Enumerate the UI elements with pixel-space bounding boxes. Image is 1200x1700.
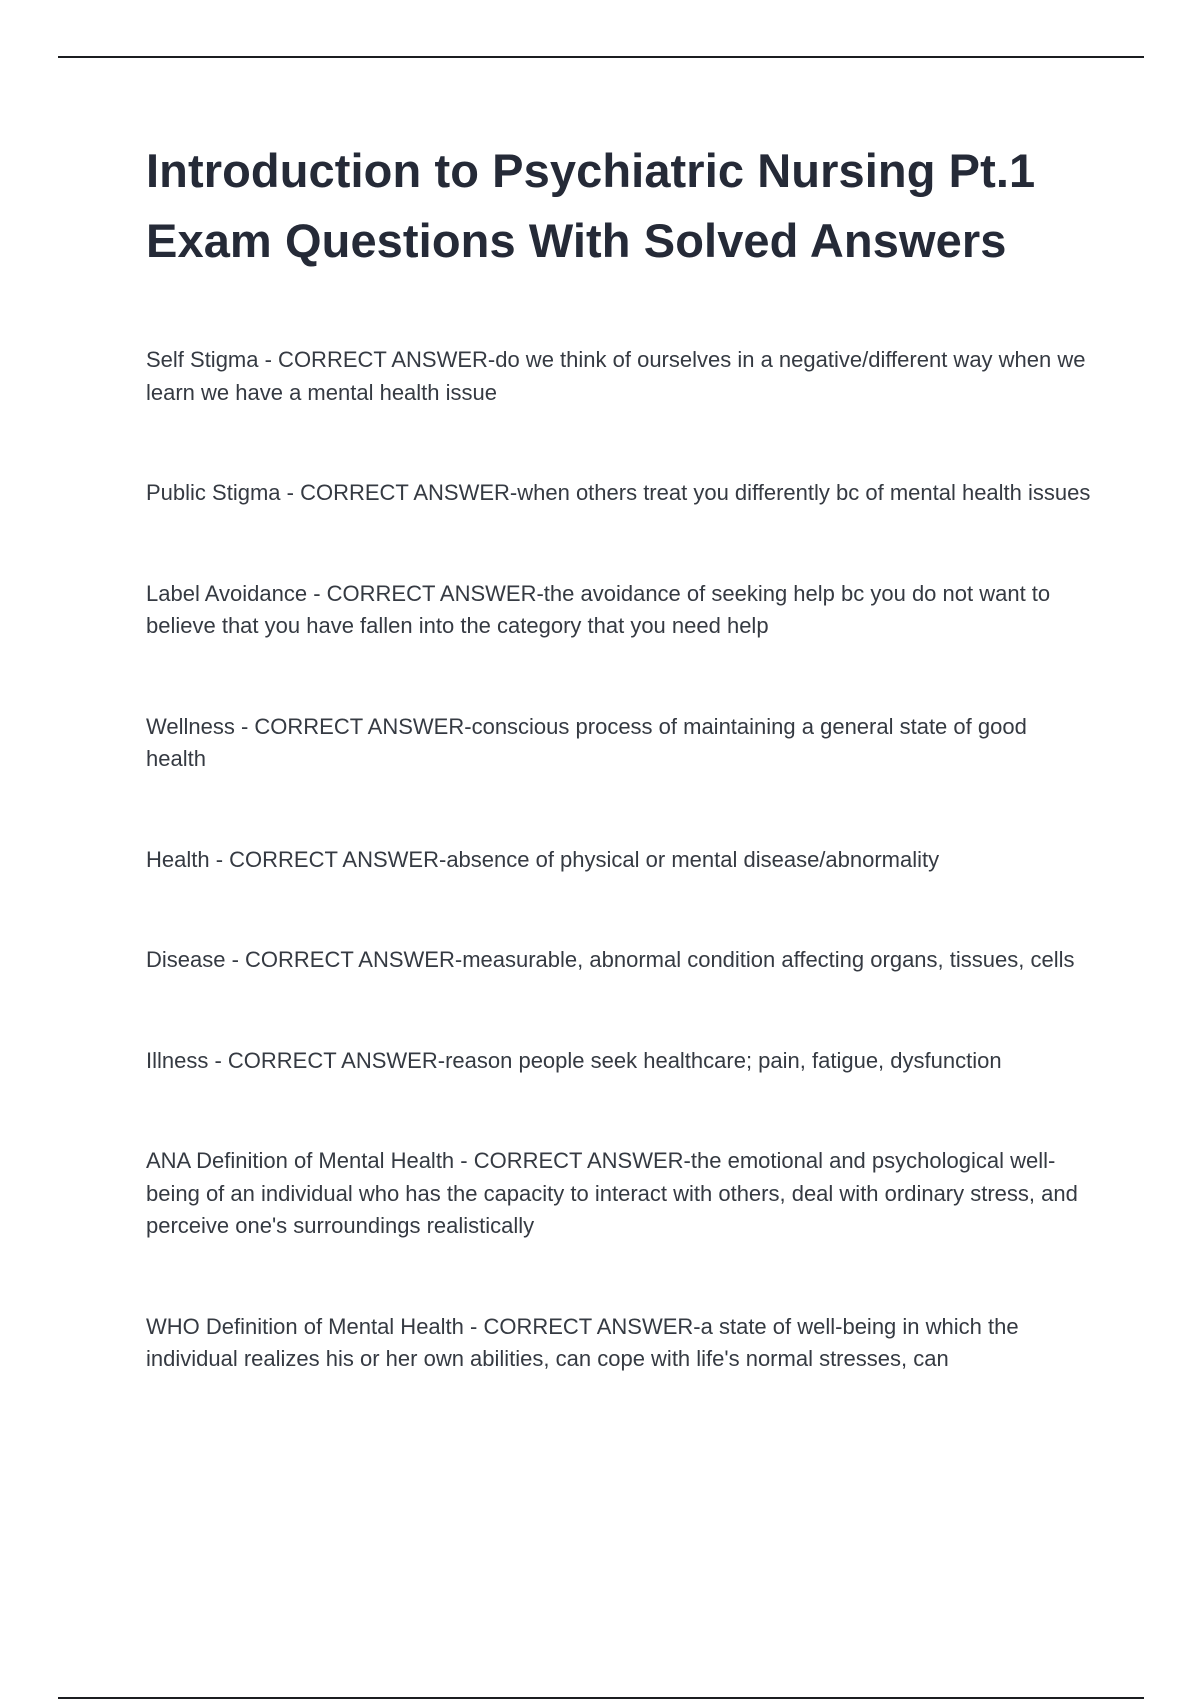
qa-entry-disease bbox=[146, 944, 1091, 977]
qa-entry-ana-definition bbox=[146, 1145, 1091, 1243]
qa-entry-who-definition bbox=[146, 1311, 1091, 1376]
entry-term: Illness bbox=[146, 1047, 209, 1073]
entry-answer: conscious process of maintaining a general state of good health bbox=[146, 713, 1027, 771]
qa-entry-wellness bbox=[146, 711, 1091, 776]
qa-entry-illness bbox=[146, 1045, 1091, 1078]
entry-answer: the avoidance of seeking help bc you do not want to believe that you have fallen into the category that you need help bbox=[146, 580, 1051, 638]
entry-separator: - CORRECT ANSWER- bbox=[234, 713, 472, 739]
entry-separator: - CORRECT ANSWER- bbox=[463, 1313, 701, 1339]
entry-term: WHO Definition of Mental Health bbox=[146, 1313, 464, 1339]
entry-term: Disease bbox=[146, 947, 226, 972]
document-title: Introduction to Psychiatric Nursing Pt.1 Exam Questions With Solved Answers bbox=[146, 144, 1036, 267]
entry-separator: - CORRECT ANSWER- bbox=[280, 480, 518, 505]
qa-entry-public-stigma bbox=[146, 477, 1091, 510]
bottom-divider bbox=[58, 1697, 1144, 1699]
entry-answer: when others treat you differently bc of mental health issues bbox=[517, 480, 1091, 505]
entry-answer: a state of well-being in which the individual realizes his or her own abilities, can cope with life's normal stresses, can bbox=[146, 1313, 1019, 1371]
entry-answer: the emotional and psychological well-being of an individual who has the capacity to interact with others, deal with ordinary stress, and perceive one's surroundings realistically bbox=[146, 1148, 1078, 1238]
entry-separator: - CORRECT ANSWER- bbox=[225, 947, 463, 972]
qa-entry-label-avoidance bbox=[146, 578, 1091, 643]
entry-term: Public Stigma bbox=[146, 480, 281, 505]
document-body bbox=[146, 136, 1106, 1444]
entry-term: Wellness bbox=[146, 713, 235, 739]
entry-term: Self Stigma bbox=[146, 347, 259, 372]
top-divider bbox=[58, 56, 1144, 58]
entry-term: ANA Definition of Mental Health bbox=[146, 1148, 455, 1173]
qa-entry-health bbox=[146, 844, 1091, 877]
entry-answer: absence of physical or mental disease/abnormality bbox=[446, 846, 940, 872]
entry-separator: - CORRECT ANSWER- bbox=[454, 1148, 691, 1173]
entry-term: Health bbox=[146, 846, 210, 872]
entry-separator: - CORRECT ANSWER- bbox=[209, 846, 447, 872]
entry-answer: measurable, abnormal condition affecting organs, tissues, cells bbox=[462, 947, 1075, 972]
entry-answer: reason people seek healthcare; pain, fatigue, dysfunction bbox=[445, 1047, 1002, 1073]
entry-separator: - CORRECT ANSWER- bbox=[208, 1047, 446, 1073]
qa-entry-self-stigma bbox=[146, 344, 1091, 409]
entry-separator: - CORRECT ANSWER- bbox=[307, 580, 544, 606]
entry-term: Label Avoidance bbox=[146, 580, 308, 606]
entry-answer: do we think of ourselves in a negative/different way when we learn we have a mental health issue bbox=[146, 347, 1086, 405]
entry-separator: - CORRECT ANSWER- bbox=[258, 347, 496, 372]
qa-list bbox=[146, 344, 1106, 1376]
